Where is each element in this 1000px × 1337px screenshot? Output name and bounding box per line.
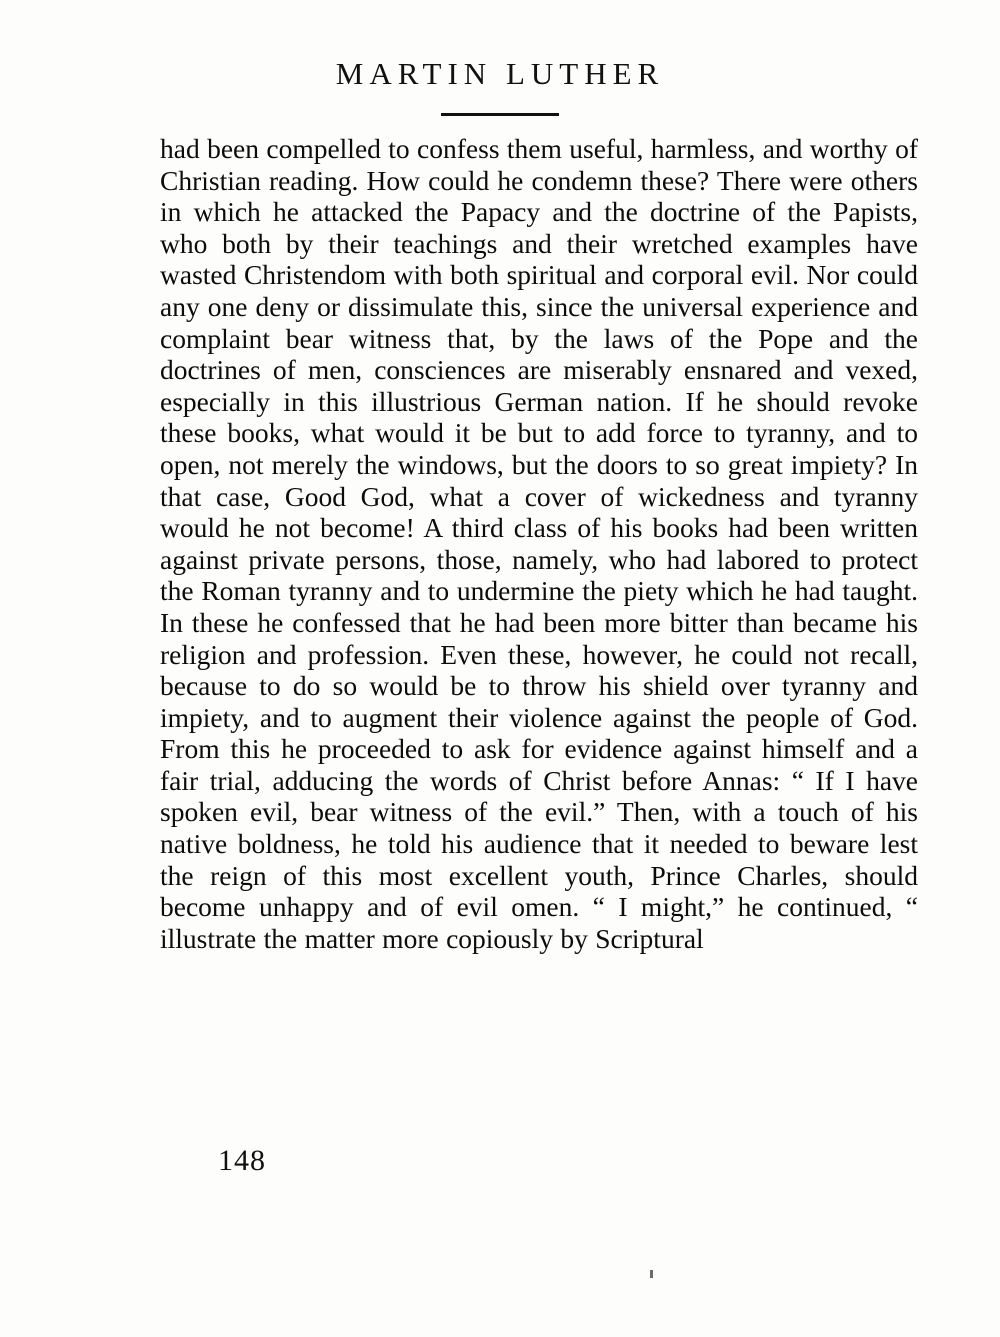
page-body-text: had been compelled to confess them useful, harmless, and worthy of Christian reading. How could he condemn these? There were others in which he attacked the Papacy and the doctrine of the Papists, who both by their teachings and their wretched examples have wasted Christendom with both spiritual and corporal evil. Nor could any one deny or dissimulate this, since the universal experience and complaint bear witness that, by the laws of the Pope and the doctrines of men, consciences are miserably ensnared and vexed, especially in this illustrious German nation. If he should revoke these books, what would it be but to add force to tyranny, and to open, not merely the windows, but the doors to so great impiety? In that case, Good God, what a cover of wickedness and tyranny would he not become! A third class of his books had been written against private persons, those, namely, who had labored to protect the Roman tyranny and to undermine the piety which he had taught. In these he confessed that he had been more bitter than became his religion and profession. Even these, however, he could not recall, because to do so would be to throw his shield over tyranny and impiety, and to augment their violence against the people of God. From this he proceeded to ask for evidence against himself and a fair trial, adducing the words of Christ before Annas: “ If I have spoken evil, bear witness of the evil.” Then, with a touch of his native boldness, he told his audience that it needed to beware lest the reign of this most excellent youth, Prince Charles, should become unhappy and of evil omen. “ I might,” he continued, “ illustrate the matter more copiously by Scriptural <box>160 133 918 954</box>
header-divider-rule <box>441 113 559 116</box>
running-head: MARTIN LUTHER <box>335 56 665 91</box>
page-number: 148 <box>218 1144 266 1177</box>
paper-speck <box>650 1270 653 1278</box>
